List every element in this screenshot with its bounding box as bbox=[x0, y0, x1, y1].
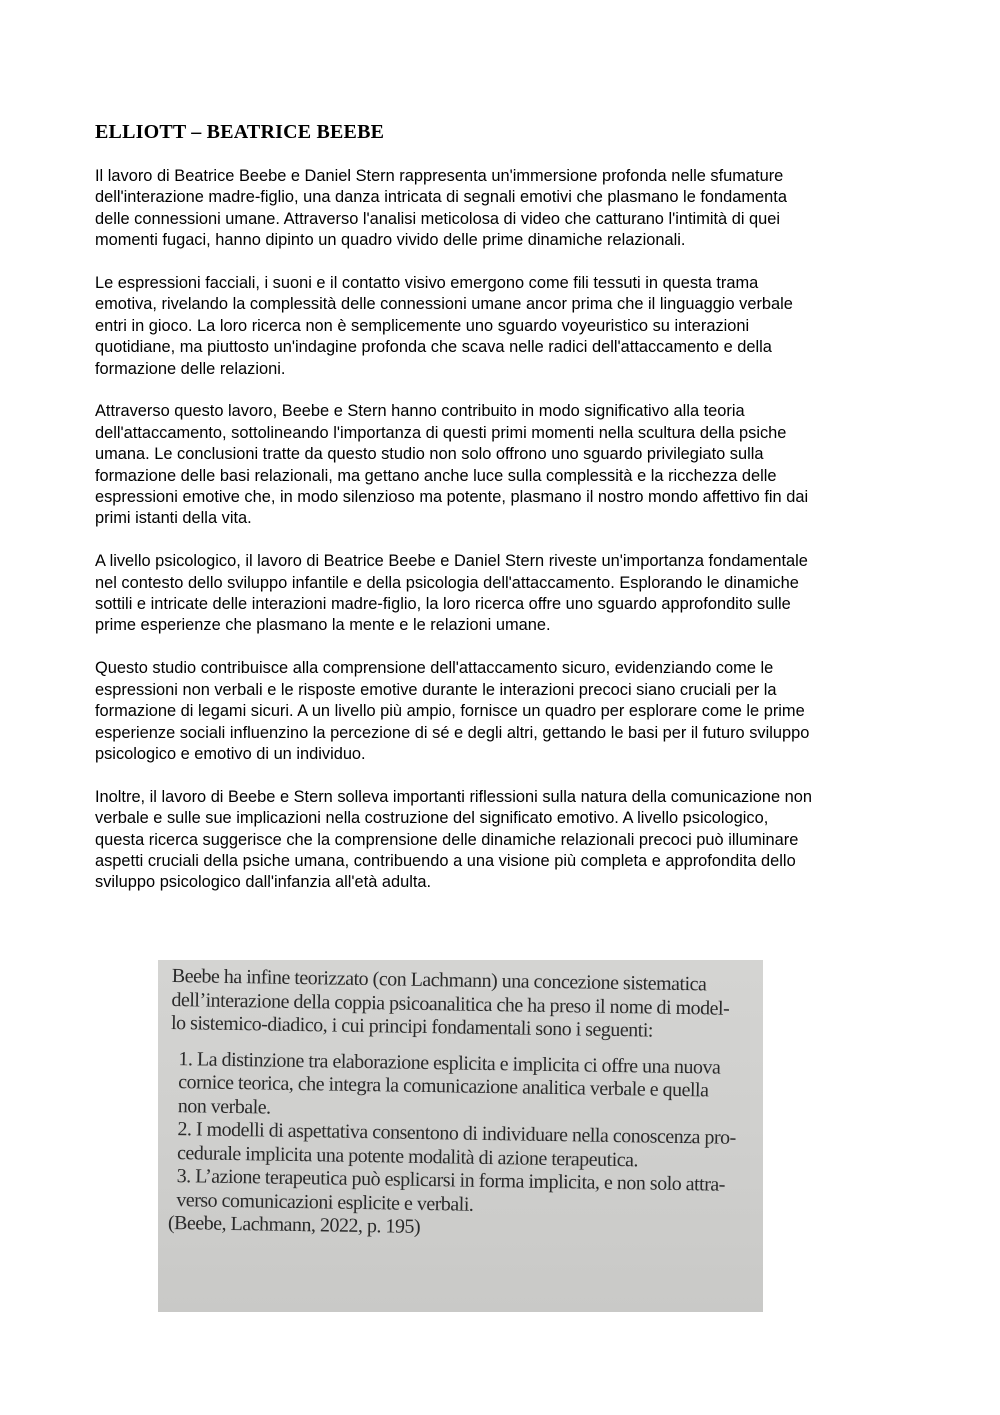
text-line: nel contesto dello sviluppo infantile e della psicologia dell'attaccamento. Esplorando le dinamiche bbox=[95, 573, 799, 592]
text-line: Il lavoro di Beatrice Beebe e Daniel Stern rappresenta un'immersione profonda nelle sfumature bbox=[95, 167, 784, 185]
paragraph-3 bbox=[95, 401, 915, 529]
text-line: A livello psicologico, il lavoro di Beatrice Beebe e Daniel Stern riveste un'importanza fondamentale bbox=[95, 552, 808, 571]
text-line: dell'attaccamento, sottolineando l'importanza di questi primi momenti nella scultura della psiche bbox=[95, 423, 787, 442]
scan-list-line: 1. La distinzione tra elaborazione esplicita e implicita ci offre una nuova bbox=[178, 1047, 721, 1079]
scan-line: Beebe ha infine teorizzato (con Lachmann) una concezione sistematica bbox=[171, 965, 707, 996]
scan-list-line: verso comunicazioni esplicite e verbali. bbox=[176, 1188, 474, 1216]
text-line: prime esperienze che plasmano la mente e le relazioni umane. bbox=[95, 616, 551, 635]
text-line: formazione delle basi relazionali, ma gettano anche luce sulla complessità e la ricchezza delle bbox=[95, 466, 777, 485]
text-line: formazione di legami sicuri. A un livello più ampio, fornisce un quadro per esplorare come le prime bbox=[95, 702, 805, 721]
text-line: aspetti cruciali della psiche umana, contribuendo a una visione più completa e approfondita dello bbox=[95, 851, 796, 870]
scanned-excerpt-text bbox=[168, 965, 757, 1245]
scan-list-line: cornice teorica, che integra la comunicazione analitica verbale e quella bbox=[177, 1071, 709, 1102]
text-line: Le espressioni facciali, i suoni e il contatto visivo emergono come fili tessuti in questa trama bbox=[95, 274, 759, 293]
text-line: primi istanti della vita. bbox=[95, 509, 252, 528]
scan-list-line: non verbale. bbox=[177, 1094, 271, 1119]
text-line: delle connessioni umane. Attraverso l'analisi meticolosa di video che catturano l'intimità di quei bbox=[95, 209, 781, 228]
text-line: psicologico e emotivo di un individuo. bbox=[95, 744, 366, 763]
text-line: esperienze sociali influenzino la percezione di sé e degli altri, gettando le basi per il futuro sviluppo bbox=[95, 723, 810, 742]
text-line: formazione delle relazioni. bbox=[95, 359, 286, 378]
text-line: emotiva, rivelando la complessità delle connessioni umane ancor prima che il linguaggio verbale bbox=[95, 295, 793, 314]
text-line: sottili e intricate delle interazioni madre-figlio, la loro ricerca offre uno sguardo approfondito sulle bbox=[95, 595, 791, 614]
text-line: sviluppo psicologico dall'infanzia all'età adulta. bbox=[95, 873, 432, 892]
scan-line: dell’interazione della coppia psicoanalitica che ha preso il nome di model- bbox=[171, 988, 730, 1020]
paragraph-4 bbox=[95, 551, 915, 637]
scanned-book-excerpt-image bbox=[158, 960, 763, 1312]
paragraph-5 bbox=[95, 658, 915, 765]
text-line: verbale e sulle sue implicazioni nella costruzione del significato emotivo. A livello psicologico, bbox=[95, 809, 769, 828]
scan-list-line: cedurale implicita una potente modalità di azione terapeutica. bbox=[176, 1141, 639, 1171]
paragraph-6 bbox=[95, 787, 915, 894]
text-line: quotidiane, ma piuttosto un'indagine profonda che scava nelle radici dell'attaccamento e della bbox=[95, 338, 772, 357]
text-line: questa ricerca suggerisce che la comprensione delle dinamiche relazionali precoci può illuminare bbox=[95, 830, 799, 849]
scan-line: lo sistemico-diadico, i cui principi fondamentali sono i seguenti: bbox=[170, 1011, 654, 1042]
text-line: Inoltre, il lavoro di Beebe e Stern solleva importanti riflessioni sulla natura della comunicazione non bbox=[95, 787, 813, 806]
scan-list-line: 3. L’azione terapeutica può esplicarsi in forma implicita, e non solo attra- bbox=[176, 1165, 726, 1196]
scan-list-line: 2. I modelli di aspettativa consentono di individuare nella conoscenza pro- bbox=[177, 1118, 736, 1149]
paragraph-2 bbox=[95, 273, 915, 380]
document-body bbox=[95, 166, 915, 915]
paragraph-1 bbox=[95, 166, 915, 252]
text-line: espressioni non verbali e le risposte emotive durante le interazioni precoci siano cruciali per la bbox=[95, 680, 777, 699]
scan-citation: (Beebe, Lachmann, 2022, p. 195) bbox=[167, 1211, 421, 1238]
text-line: dell'interazione madre-figlio, una danza intricata di segnali emotivi che plasmano le fondamenta bbox=[95, 188, 787, 207]
text-line: espressioni emotive che, in modo silenzioso ma potente, plasmano il nostro mondo affettivo fin dai bbox=[95, 488, 809, 507]
text-line: momenti fugaci, hanno dipinto un quadro vivido delle prime dinamiche relazionali. bbox=[95, 231, 686, 250]
text-line: Questo studio contribuisce alla comprensione dell'attaccamento sicuro, evidenziando come le bbox=[95, 659, 774, 678]
text-line: entri in gioco. La loro ricerca non è semplicemente uno sguardo voyeuristico su interazioni bbox=[95, 316, 750, 335]
text-line: umana. Le conclusioni tratte da questo studio non solo offrono uno sguardo privilegiato sulla bbox=[95, 445, 764, 464]
document-title: ELLIOTT – BEATRICE BEEBE bbox=[95, 121, 385, 143]
text-line: Attraverso questo lavoro, Beebe e Stern hanno contribuito in modo significativo alla teoria bbox=[95, 402, 745, 421]
